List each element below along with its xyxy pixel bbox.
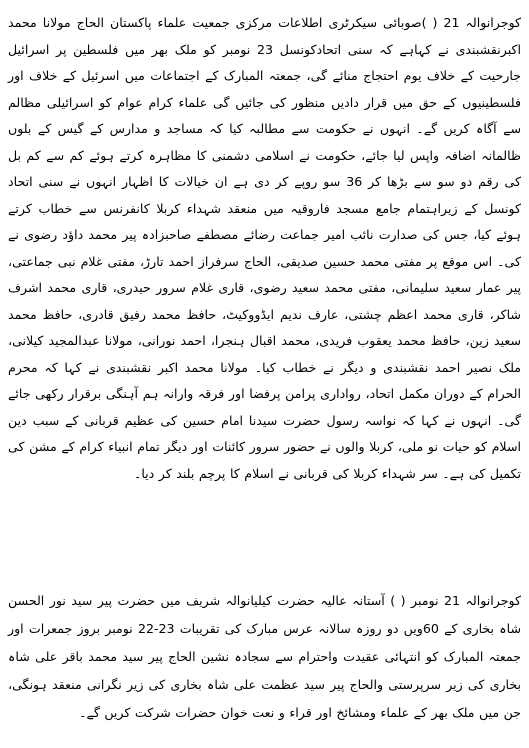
news-article-sunni-ittehad-council — [8, 10, 521, 487]
article-paragraph: کوجرانوالہ 21 ( )صوبائی سیکرٹری اطلاعات مرکزی جمعیت علماء پاکستان الحاج مولانا محمد اکبرنقشبندی نے کہاہے کہ سنی اتحادکونسل 23 نومبر کو ملک بھر میں فلسطین پر اسرائیل جارحیت کے خلاف یوم احتجاج منائے گی، جمعتہ المبارک کے اجتماعات میں اسرئیل کے خلاف اور فلسطینیوں کے حق میں قرار دادیں منظور کی جائیں گی علماء کرام عوام کو اسرائیلی مظالم سے آگاہ کریں گے۔ انہوں نے حکومت سے مطالبہ کیا کہ مساجد و مدارس کے گیس کے بلوں ظالمانہ اضافہ واپس لیا جائے، حکومت نے اسلامی دشمنی کا مظاہرہ کرتے ہوئے کم سے کم بل کی رقم دو سو سے بڑھا کر 36 سو روپے کر دی ہے ان خیالات کا اظہار انہوں نے سنی اتحاد کونسل کے زیراہتمام جامع مسجد فاروقیہ میں منعقد شہداء کربلا کانفرنس سے خطاب کرتے ہوئے کیا، جس کی صدارت نائب امیر جماعت رضائے مصطفے صاحبزادہ پیر محمد داؤد رضوی نے کی۔ اس موقع پر مفتی محمد حسین صدیقی، الحاج سرفراز احمد تارڑ، مفتی غلام نبی جماعتی، پیر عمار سعید سلیمانی، مفتی محمد سعید رضوی، قاری غلام سرور حیدری، قاری محمد اشرف شاکر، قاری محمد اعظم چشتی، عارف ندیم ایڈووکیٹ، حافظ محمد رفیق قادری، حافظ محمد سعید زین، حافظ محمد یعقوب فریدی، محمد اقبال ہنجرا، احمد نورانی، مولانا عبدالمجید کیلانی، ملک نصیر احمد نقشبندی و دیگر نے خطاب کیا۔ مولانا محمد اکبر نقشبندی نے کہا کہ محرم الحرام کے دوران مکمل اتحاد، رواداری پرامن پرفضا اور فرقہ وارانہ ہم آہنگی برقرار رکھی جائے گی۔ انہوں نے کہا کہ نواسہ رسول حضرت سیدنا امام حسین کی عظیم قربانی کے سبب دین اسلام کو حیات نو ملی، کربلا والوں نے حضور سرور کائنات اور دیگر تمام انبیاء کرام کے مشن کی تکمیل کی ہے۔ سر شہداء کربلا کی قربانی نے اسلام کا پرچم بلند کر دیا۔ — [8, 15, 521, 481]
article-paragraph: کوجرانوالہ 21 نومبر ( ) آستانہ عالیہ حضرت کیلیانوالہ شریف میں حضرت پیر سید نور الحسن شاہ بخاری کے 60ویں دو روزہ سالانہ عرس مبارک کی تقریبات 23-22 نومبر بروز جمعرات اور جمعتہ المبارک کو انتہائی عقیدت واحترام سے سجادہ نشین الحاج پیر سید محمد باقر علی شاہ بخاری کی زیر سرپرستی والحاج پیر سید عظمت علی شاہ بخاری کی زیر نگرانی منعقد ہونگی، جن میں ملک بھر کے علماء ومشائخ اور قراء و نعت خوان حضرات شرکت کریں گے۔ — [8, 593, 522, 720]
news-article-urs-announcement — [8, 587, 521, 727]
section-gap — [8, 487, 521, 587]
